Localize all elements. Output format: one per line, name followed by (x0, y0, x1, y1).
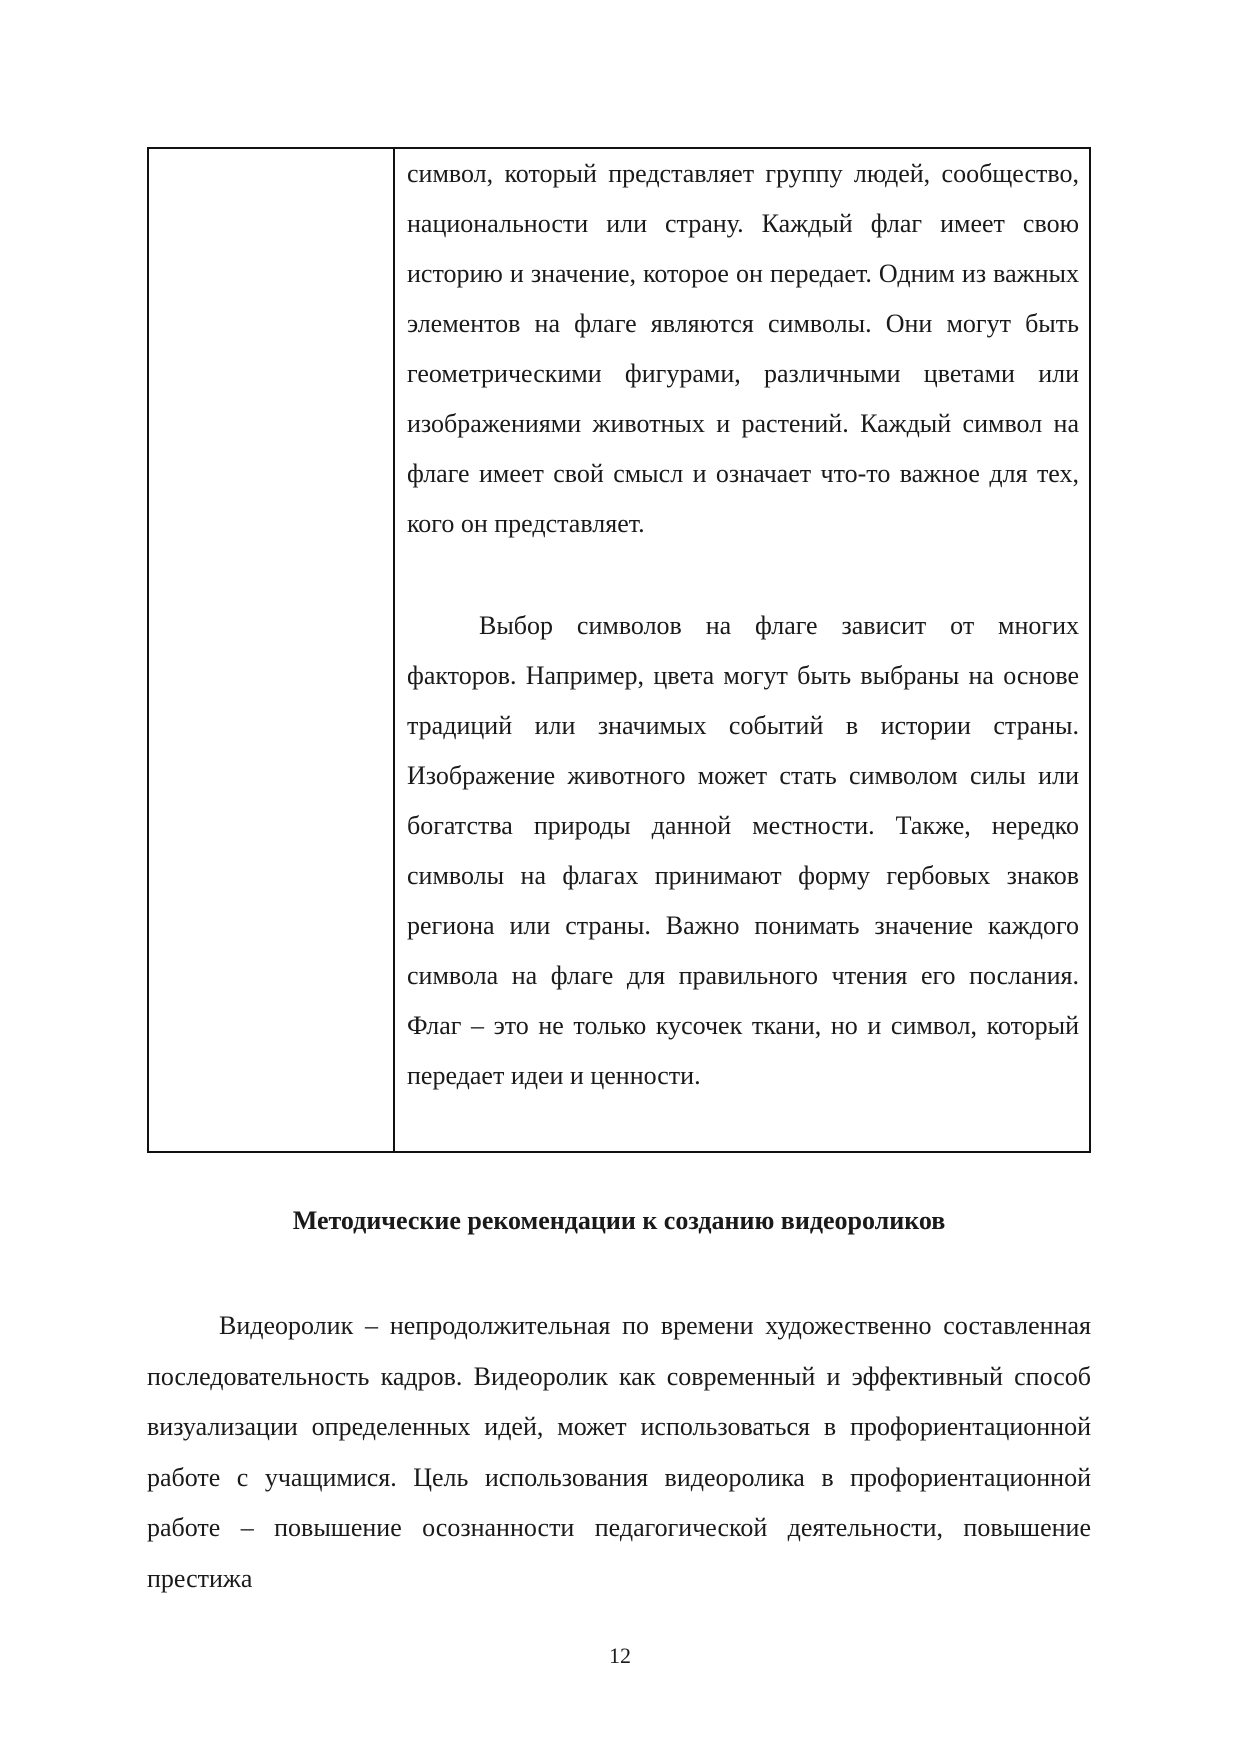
table-paragraph-1: символ, который представляет группу людей, сообщество, национальности или страну. Каждый флаг имеет свою историю и значение, которое он передает. Одним из важных элементов на флаге являются символы. Они могут быть геометрическими фигурами, различными цветами или изображениями животных и растений. Каждый символ на флаге имеет свой смысл и означает что-то важное для тех, кого он представляет. (407, 159, 1079, 538)
table-right-cell (407, 149, 1079, 1151)
section-heading: Методические рекомендации к созданию видеороликов (292, 1206, 946, 1235)
page-number: 12 (609, 1643, 631, 1668)
table-paragraph-2: Выбор символов на флаге зависит от многих факторов. Например, цвета могут быть выбраны на основе традиций или значимых событий в истории страны. Изображение животного может стать символом силы или богатства природы данной местности. Также, нередко символы на флагах принимают форму гербовых знаков региона или страны. Важно понимать значение каждого символа на флаге для правильного чтения его послания. Флаг – это не только кусочек ткани, но и символ, который передает идеи и ценности. (407, 611, 1079, 1090)
section-paragraph: Видеоролик – непродолжительная по времени художественно составленная последовательность кадров. Видеоролик как современный и эффективный способ визуализации определенных идей, может использоваться в профориентационной работе с учащимися. Цель использования видеоролика в профориентационной работе – повышение осознанности педагогической деятельности, повышение престижа (147, 1311, 1091, 1593)
table-left-cell (149, 149, 395, 1151)
content-table (147, 147, 1091, 1153)
